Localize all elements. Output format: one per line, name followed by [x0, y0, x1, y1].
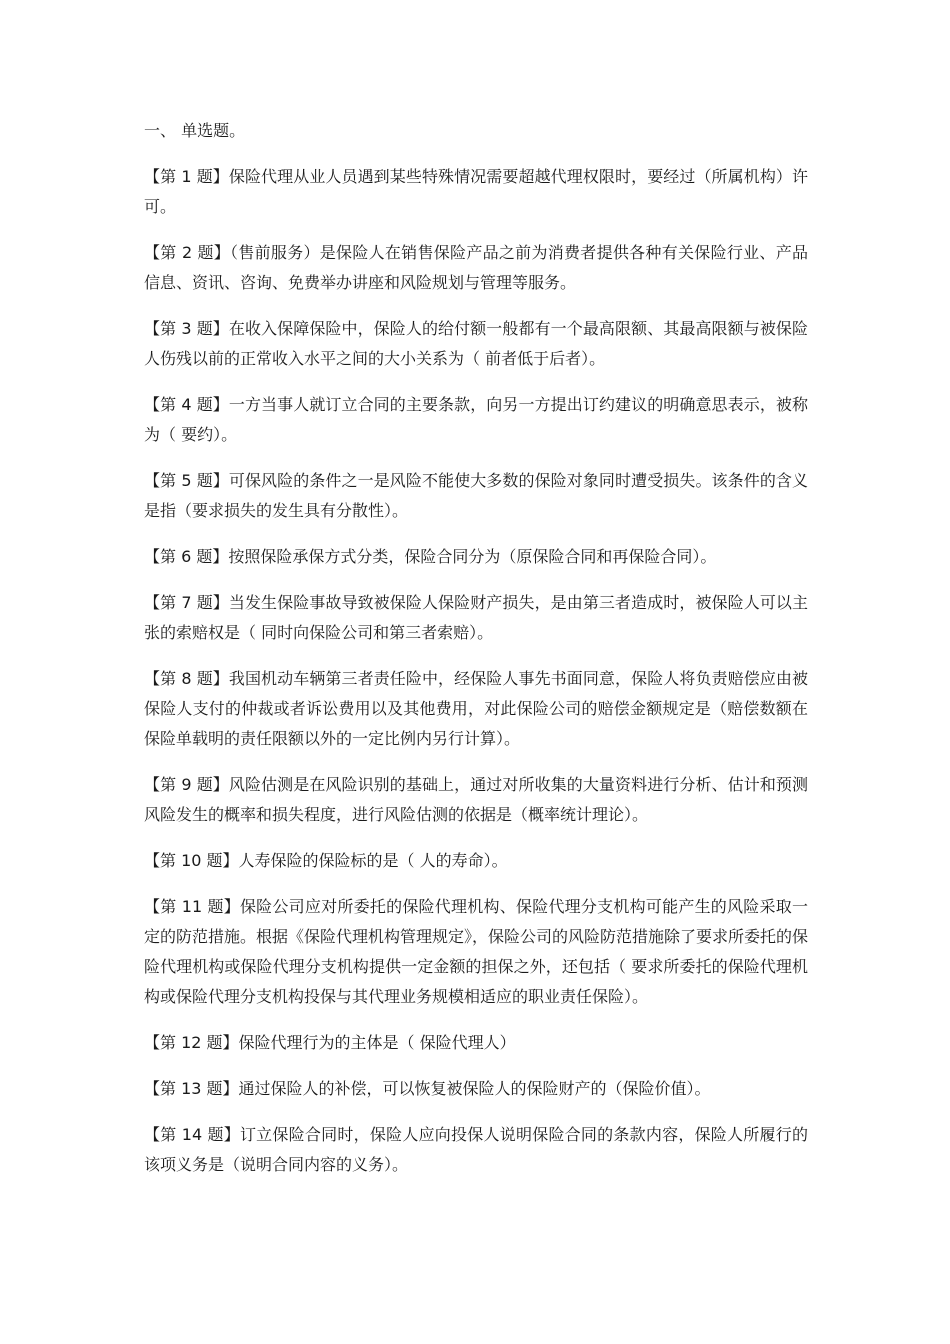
question-8: 【第 8 题】我国机动车辆第三者责任险中，经保险人事先书面同意，保险人将负责赔偿应由被保险人支付的仲裁或者诉讼费用以及其他费用，对此保险公司的赔偿金额规定是（赔偿数额在保险单载明的责任限额以外的一定比例内另行计算）。: [144, 669, 808, 748]
question-4: 【第 4 题】一方当事人就订立合同的主要条款，向另一方提出订约建议的明确意思表示，被称为（ 要约）。: [144, 395, 808, 444]
question-3: 【第 3 题】在收入保障保险中，保险人的给付额一般都有一个最高限额、其最高限额与被保险人伤残以前的正常收入水平之间的大小关系为（ 前者低于后者）。: [144, 319, 808, 368]
question-5: 【第 5 题】可保风险的条件之一是风险不能使大多数的保险对象同时遭受损失。该条件的含义是指（要求损失的发生具有分散性）。: [144, 471, 808, 520]
question-14: 【第 14 题】订立保险合同时，保险人应向投保人说明保险合同的条款内容，保险人所履行的该项义务是（说明合同内容的义务）。: [144, 1125, 808, 1174]
question-6: 【第 6 题】按照保险承保方式分类，保险合同分为（原保险合同和再保险合同）。: [144, 547, 717, 566]
question-9: 【第 9 题】风险估测是在风险识别的基础上，通过对所收集的大量资料进行分析、估计和预测风险发生的概率和损失程度，进行风险估测的依据是（概率统计理论）。: [144, 775, 808, 824]
question-13: 【第 13 题】通过保险人的补偿，可以恢复被保险人的保险财产的（保险价值）。: [144, 1079, 711, 1098]
question-7: 【第 7 题】当发生保险事故导致被保险人保险财产损失，是由第三者造成时，被保险人可以主张的索赔权是（ 同时向保险公司和第三者索赔）。: [144, 593, 808, 642]
question-1: 【第 1 题】保险代理从业人员遇到某些特殊情况需要超越代理权限时，要经过（所属机构）许可。: [144, 167, 808, 216]
document-page: [144, 116, 808, 1196]
question-12: 【第 12 题】保险代理行为的主体是（ 保险代理人）: [144, 1033, 516, 1052]
question-11: 【第 11 题】保险公司应对所委托的保险代理机构、保险代理分支机构可能产生的风险采取一定的防范措施。根据《保险代理机构管理规定》，保险公司的风险防范措施除了要求所委托的保险代理机构或保险代理分支机构提供一定金额的担保之外，还包括（ 要求所委托的保险代理机构或保险代理分支机构投保与其代理业务规模相适应的职业责任保险）。: [144, 897, 809, 1006]
section-title: 一、 单选题。: [144, 121, 246, 140]
question-2: 【第 2 题】（售前服务）是保险人在销售保险产品之前为消费者提供各种有关保险行业、产品信息、资讯、咨询、免费举办讲座和风险规划与管理等服务。: [144, 243, 808, 292]
question-10: 【第 10 题】人寿保险的保险标的是（ 人的寿命）。: [144, 851, 508, 870]
